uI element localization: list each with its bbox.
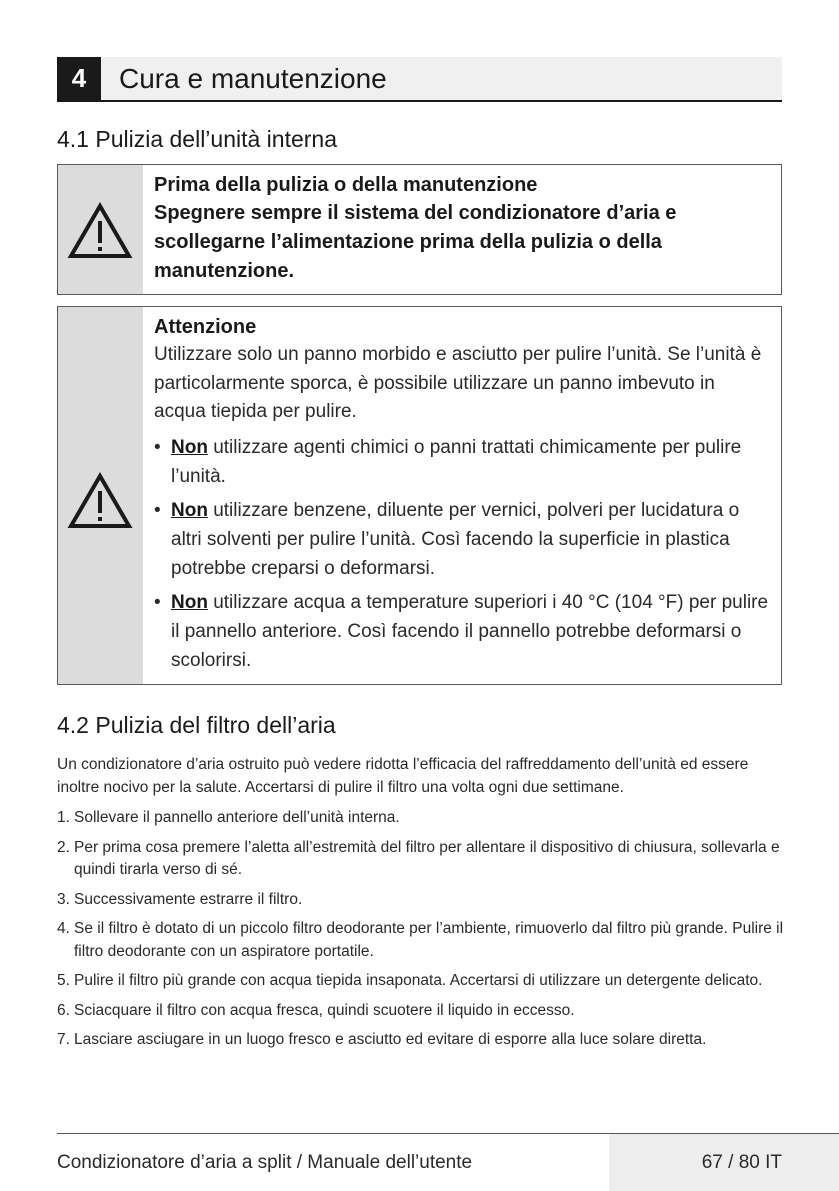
- step-item: [57, 889, 787, 912]
- bullet-negation: Non: [171, 499, 208, 521]
- caution-bullet-list: [154, 433, 771, 675]
- filter-steps-list: [57, 807, 787, 1059]
- caution-bullet: [154, 588, 771, 675]
- step-text: Sciacquare il filtro con acqua fresca, quindi scuotere il liquido in eccesso.: [74, 1001, 575, 1019]
- step-text: Lasciare asciugare in un luogo fresco e asciutto ed evitare di esporre alla luce solare diretta.: [74, 1031, 707, 1048]
- step-number: 5.: [57, 972, 70, 989]
- footer-divider: [57, 1133, 839, 1134]
- caution-box-body: [154, 313, 771, 680]
- step-number: 6.: [57, 1001, 70, 1019]
- warning-triangle-icon: [67, 471, 133, 531]
- step-text: Se il filtro è dotato di un piccolo filtro deodorante per l’ambiente, rimuoverlo dal filtro più grande. Pulire il filtro deodorante con un aspiratore portatile.: [74, 920, 784, 960]
- bullet-text: utilizzare acqua a temperature superiori i 40 °C (104 °F) per pulire il pannello anteriore. Così facendo il pannello potrebbe deformarsi o scolorirsi.: [171, 591, 769, 671]
- caution-box-side: [58, 307, 143, 684]
- chapter-title: Cura e manutenzione: [119, 63, 387, 94]
- step-text: Pulire il filtro più grande con acqua tiepida insaponata. Accertarsi di utilizzare un detergente delicato.: [74, 972, 763, 989]
- bullet-text: utilizzare benzene, diluente per vernici, polveri per lucidatura o altri solventi per pulire l’unità. Così facendo la superficie in plastica potrebbe creparsi o deformarsi.: [171, 499, 740, 579]
- filter-intro-paragraph: Un condizionatore d’aria ostruito può vedere ridotta l’efficacia del raffreddamento dell’unità ed essere inoltre nocivo per la salute. Accertarsi di pulire il filtro una volta ogni due settimane.: [57, 756, 749, 796]
- warning-box: [57, 164, 782, 295]
- caution-box: [57, 306, 782, 685]
- warning-box-body: [154, 171, 771, 286]
- section-heading-4-2: 4.2 Pulizia del filtro dell’aria: [57, 712, 336, 738]
- step-item: [57, 918, 787, 963]
- caution-intro: Utilizzare solo un panno morbido e asciutto per pulire l’unità. Se l’unità è particolarmente sporca, è possibile utilizzare un panno imbevuto in acqua tiepida per pulire.: [154, 344, 762, 422]
- step-item: [57, 807, 787, 830]
- step-item: [57, 837, 787, 882]
- bullet-marker: •: [154, 499, 161, 521]
- step-number: 3.: [57, 890, 70, 908]
- step-text: Successivamente estrarre il filtro.: [74, 890, 303, 908]
- step-text: Per prima cosa premere l’aletta all’estremità del filtro per allentare il dispositivo di chiusura, sollevarla e quindi tirarla verso di sé.: [74, 838, 780, 878]
- step-item: [57, 970, 787, 993]
- section-heading-4-1: 4.1 Pulizia dell’unità interna: [57, 126, 338, 152]
- footer-page-number: 67 / 80 IT: [701, 1152, 782, 1173]
- warning-box-side: [58, 165, 143, 294]
- caution-bullet: [154, 496, 771, 583]
- step-text: Sollevare il pannello anteriore dell’unità interna.: [74, 809, 400, 826]
- bullet-text: utilizzare agenti chimici o panni trattati chimicamente per pulire l’unità.: [171, 436, 742, 487]
- step-number: 2.: [57, 838, 70, 856]
- footer-title: Condizionatore d’aria a split / Manuale dell’utente: [57, 1152, 473, 1173]
- step-number: 7.: [57, 1031, 70, 1048]
- chapter-number: 4: [57, 57, 101, 100]
- chapter-header: [57, 57, 782, 102]
- step-item: [57, 1000, 787, 1023]
- bullet-marker: •: [154, 436, 161, 458]
- caution-title: Attenzione: [154, 316, 257, 338]
- bullet-negation: Non: [171, 591, 208, 613]
- warning-title: Prima della pulizia o della manutenzione: [154, 174, 538, 196]
- caution-bullet: [154, 433, 771, 491]
- warning-triangle-icon: [67, 201, 133, 261]
- step-number: 1.: [57, 809, 70, 826]
- bullet-marker: •: [154, 591, 161, 613]
- bullet-negation: Non: [171, 436, 208, 458]
- warning-text: Spegnere sempre il sistema del condizionatore d’aria e scollegarne l’alimentazione prima della pulizia o della manutenzione.: [154, 202, 677, 282]
- step-item: [57, 1029, 787, 1052]
- step-number: 4.: [57, 920, 70, 937]
